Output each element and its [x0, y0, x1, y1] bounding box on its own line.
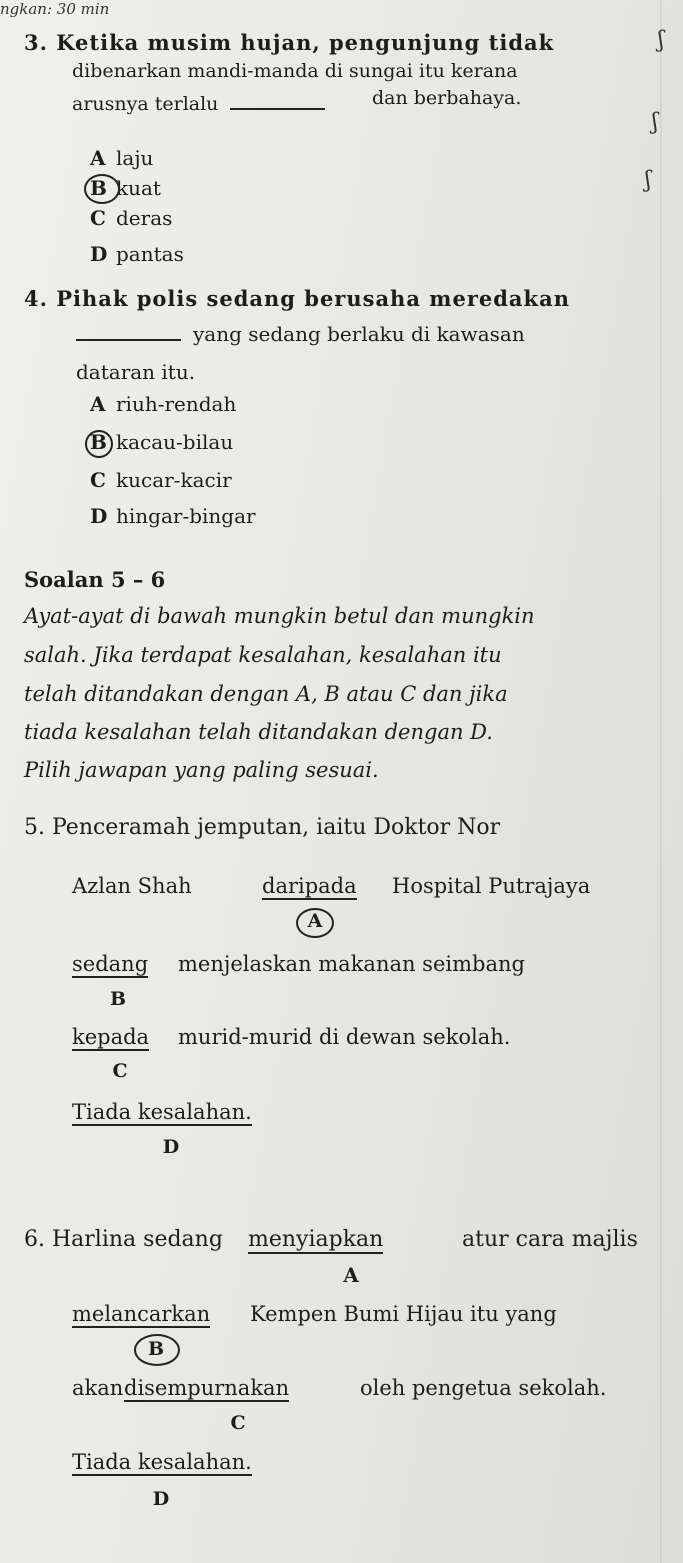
q5-label-d: D: [162, 1136, 180, 1158]
q5-label-a: A: [307, 910, 323, 932]
q4-line1: 4. Pihak polis sedang berusaha meredakan: [24, 286, 570, 311]
margin-tick-mark: ʃ: [652, 110, 658, 135]
q5-label-c: C: [112, 1060, 128, 1082]
q5-answer-circle: [296, 908, 334, 938]
q3-line1: 3. Ketika musim hujan, pengunjung tidak: [24, 30, 555, 55]
q6-label-b: B: [147, 1338, 165, 1360]
q4-blank: [76, 339, 181, 341]
header-fragment: ngkan: 30 min: [0, 0, 110, 18]
section-instruction-4: tiada kesalahan telah ditandakan dengan D.: [24, 720, 493, 744]
q4-line3: dataran itu.: [76, 360, 196, 384]
section-heading: Soalan 5 – 6: [24, 567, 166, 592]
q5-line2-start: Azlan Shah: [72, 874, 192, 898]
q6-answer-circle: [134, 1334, 180, 1366]
q5-line1: 5. Penceramah jemputan, iaitu Doktor Nor: [24, 815, 501, 840]
q4-option-c: C kucar-kacir: [90, 468, 232, 492]
q4-option-b: B kacau-bilau: [90, 430, 234, 454]
q3-answer-circle: [84, 174, 120, 204]
q5-line3-end: menjelaskan makanan seimbang: [178, 952, 525, 976]
q6-segment-a: menyiapkan: [248, 1227, 384, 1252]
q6-segment-c: disempurnakan: [124, 1376, 290, 1400]
section-instruction-2: salah. Jika terdapat kesalahan, kesalahan itu: [24, 643, 502, 667]
q6-label-c: C: [230, 1412, 246, 1434]
q3-option-a: A laju: [90, 146, 154, 170]
q5-label-b: B: [109, 988, 127, 1010]
q3-line2: dibenarkan mandi-manda di sungai itu kerana: [72, 60, 518, 82]
section-instruction-3: telah ditandakan dengan A, B atau C dan jika: [24, 682, 508, 706]
q3-option-c: C deras: [90, 206, 173, 230]
q6-label-d: D: [152, 1488, 170, 1510]
q6-segment-b: melancarkan: [72, 1302, 211, 1326]
q5-segment-b: sedang: [72, 952, 149, 976]
section-instruction-5: Pilih jawapan yang paling sesuai.: [24, 758, 379, 782]
q5-line4-end: murid-murid di dewan sekolah.: [178, 1025, 511, 1049]
q3-line3-after: dan berbahaya.: [372, 87, 522, 109]
q6-line1-start: 6. Harlina sedang: [24, 1227, 223, 1252]
q4-line2: yang sedang berlaku di kawasan: [76, 322, 525, 346]
q3-blank: [230, 108, 325, 110]
q4-option-d: D hingar-bingar: [90, 504, 256, 528]
q6-segment-d: Tiada kesalahan.: [72, 1450, 252, 1474]
margin-tick-mark: ʃ: [658, 28, 664, 53]
page-edge-shadow: [660, 0, 662, 1563]
q5-segment-c: kepada: [72, 1025, 150, 1049]
margin-tick-mark: ʃ: [645, 168, 651, 193]
q6-label-a: A: [343, 1263, 359, 1287]
q6-line2-end: Kempen Bumi Hijau itu yang: [250, 1302, 557, 1326]
q4-option-a: A riuh-rendah: [90, 392, 237, 416]
q6-line3-start: akan: [72, 1376, 124, 1400]
q6-line3-end: oleh pengetua sekolah.: [360, 1376, 607, 1400]
q5-segment-a: daripada: [262, 874, 357, 898]
q6-line1-end: atur cara majlis: [462, 1227, 638, 1252]
q4-answer-circle: [85, 430, 113, 458]
q3-line3: arusnya terlalu: [72, 93, 325, 115]
q3-option-b: B kuat: [90, 176, 161, 200]
section-instruction-1: Ayat-ayat di bawah mungkin betul dan mungkin: [24, 604, 535, 628]
q5-line2-end: Hospital Putrajaya: [392, 874, 591, 898]
q5-segment-d: Tiada kesalahan.: [72, 1100, 252, 1124]
q3-option-d: D pantas: [90, 242, 184, 266]
